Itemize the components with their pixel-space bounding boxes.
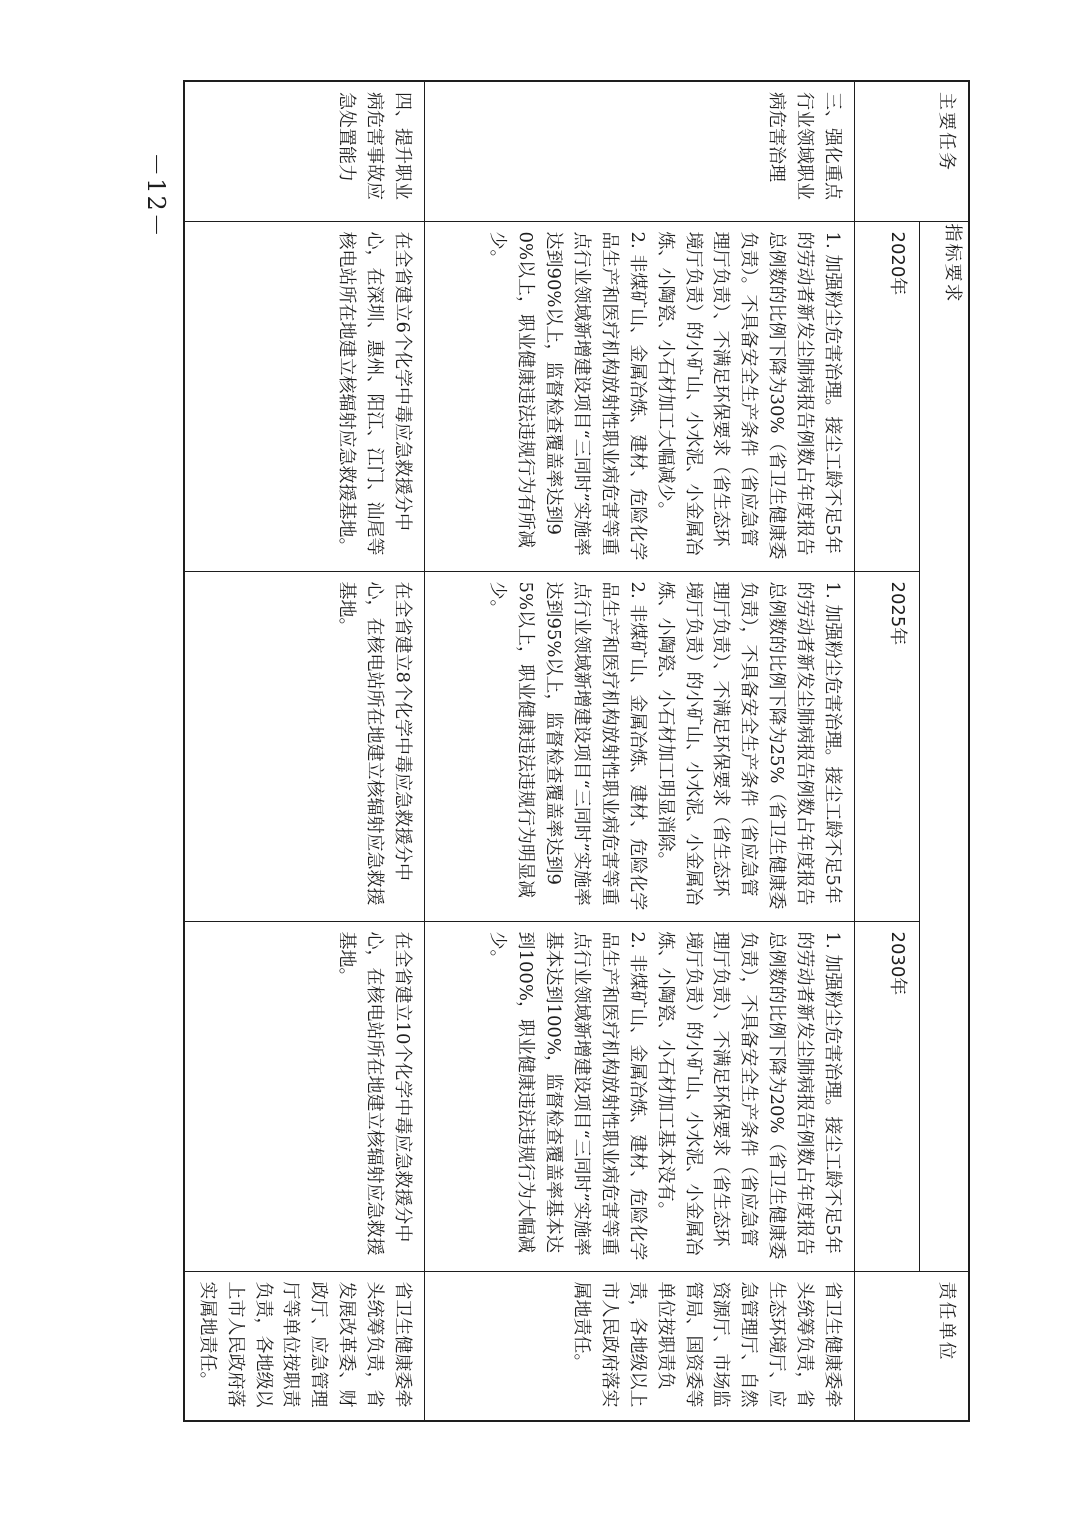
table-row	[184, 81, 425, 1421]
indicator-2030-cell	[184, 921, 425, 1271]
indicator-item: 1. 加强粉尘危害治理。接尘工龄不足5年的劳动者新发尘肺病报告例数占年度报告总例数的比例下降为20%（省卫生健康委负责），不具备安全生产条件（省应急管理厅负责）、不满足环保要求（省生态环境厅负责）的小矿山、小水泥、小金属冶炼、小陶瓷、小石材加工基本没有。	[654, 931, 843, 1260]
indicator-item: 在全省建立6个化学中毒应急救援分中心，在深圳、惠州、阳江、江门、汕尾等核电站所在地建立核辐射应急救援基地。	[336, 231, 413, 556]
task-cell: 三、强化重点行业领域职业病危害治理	[425, 81, 855, 221]
header-year-2030: 2030年	[855, 921, 920, 1271]
header-main-task: 主要任务	[855, 81, 970, 221]
indicator-2025-cell	[184, 571, 425, 921]
indicator-item: 1. 加强粉尘危害治理。接尘工龄不足5年的劳动者新发尘肺病报告例数占年度报告总例数的比例下降为25%（省卫生健康委负责），不具备安全生产条件（省应急管理厅负责）、不满足环保要求（省生态环境厅负责）的小矿山、小水泥、小金属冶炼、小陶瓷、小石材加工明显消除。	[654, 581, 843, 910]
indicator-item: 2. 非煤矿山、金属冶炼、建材、危险化学品生产和医疗机构放射性职业病危害等重点行业领域新增建设项目“三同时”实施率达到95%以上，监督检查覆盖率达到95%以上，职业健康违法违规行为明显减少。	[487, 581, 648, 911]
indicator-2025-cell	[425, 571, 855, 921]
responsible-cell: 省卫生健康委牵头统筹负责，省生态环境厅、应急管理厅、自然资源厅、市场监管局、国资委等单位按职责负责，各地级以上市人民政府落实属地责任。	[425, 1271, 855, 1421]
responsible-cell: 省卫生健康委牵头统筹负责，省发展改革委、财政厅、应急管理厅等单位按职责负责，各地级以上市人民政府落实属地责任。	[184, 1271, 425, 1421]
task-table	[183, 80, 970, 1422]
indicator-item: 2. 非煤矿山、金属冶炼、建材、危险化学品生产和医疗机构放射性职业病危害等重点行业领域新增建设项目“三同时”实施率达到90%以上，监督检查覆盖率达到90%以上，职业健康违法违规行为有所减少。	[487, 231, 648, 561]
indicator-item: 2. 非煤矿山、金属冶炼、建材、危险化学品生产和医疗机构放射性职业病危害等重点行业领域新增建设项目“三同时”实施率基本达到100%，监督检查覆盖率基本达到100%，职业健康违法违规行为大幅减少。	[487, 931, 648, 1261]
indicator-item: 在全省建立8个化学中毒应急救援分中心，在核电站所在地建立核辐射应急救援基地。	[336, 581, 413, 906]
table-row	[425, 81, 855, 1421]
indicator-2020-cell	[425, 221, 855, 571]
task-table-container	[196, 80, 970, 1420]
header-year-2020: 2020年	[855, 221, 920, 571]
page-number: －12－	[141, 151, 170, 239]
header-responsible-unit: 责任单位	[855, 1271, 970, 1421]
header-indicator-requirements: 指标要求	[920, 221, 970, 1271]
task-cell: 四、提升职业病危害事故应急处置能力	[184, 81, 425, 221]
indicator-2030-cell	[425, 921, 855, 1271]
indicator-item: 在全省建立10个化学中毒应急救援分中心，在核电站所在地建立核辐射应急救援基地。	[336, 931, 413, 1256]
indicator-2020-cell	[184, 221, 425, 571]
header-year-2025: 2025年	[855, 571, 920, 921]
indicator-item: 1. 加强粉尘危害治理。接尘工龄不足5年的劳动者新发尘肺病报告例数占年度报告总例数的比例下降为30%（省卫生健康委负责）。不具备安全生产条件（省应急管理厅负责）、不满足环保要求（省生态环境厅负责）的小矿山、小水泥、小金属冶炼、小陶瓷、小石材加工大幅减少。	[654, 231, 843, 560]
